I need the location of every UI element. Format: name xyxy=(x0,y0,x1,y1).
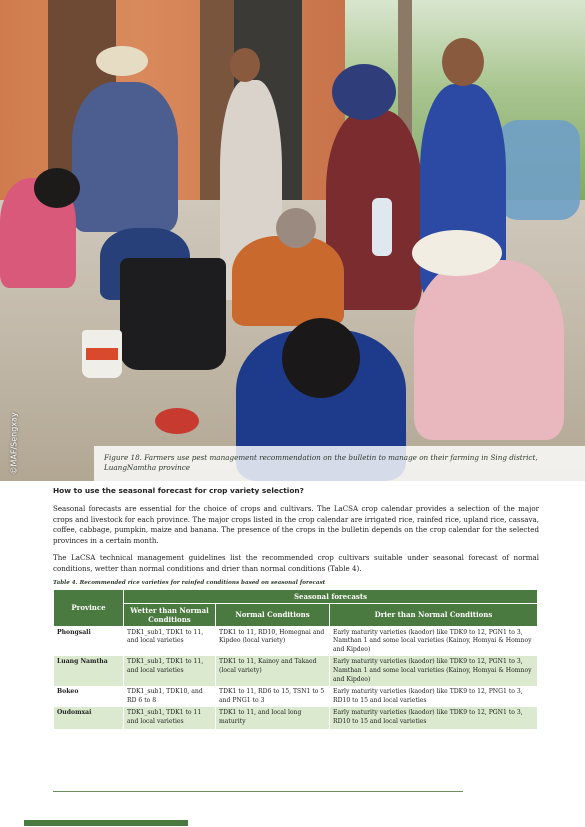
cell-province: Bokeo xyxy=(54,686,124,707)
white-hat xyxy=(412,230,502,276)
paragraph-guidelines: The LaCSA technical management guidelines list the recommended crop cultivars suitable under seasonal forecast of normal conditions, wetter than normal conditions and drier than normal conditions (Table 4). xyxy=(53,553,539,573)
photo-caption-box xyxy=(94,446,585,481)
cell-drier: Early maturity varieties (kaodor) like TDK9 to 12, PGN1 to 3, Namthan 1 and some local varieties (Kainoy, Homyai & Homnoy and Kipdeo) xyxy=(330,656,538,686)
table-caption: Table 4. Recommended rice varieties for rainfed conditions based on seasonal forecast xyxy=(53,579,326,586)
water-bottle xyxy=(372,198,392,256)
paragraph-seasonal-forecasts: Seasonal forecasts are essential for the choice of crops and cultivars. The LaCSA crop calendar provides a selection of the major crops and livestock for each province. The major crops listed in the crop calendar are irrigated rice, rainfed rice, upland rice, cassava, coffee, cabbage, pumpkin, maize and banana. The presence of the crops in the bulletin depends on the crop calendar for the selected provinces in a certain month. xyxy=(53,504,539,545)
head xyxy=(276,208,316,248)
cell-wetter: TDK1_sub1, TDK1 to 11, and local varieties xyxy=(124,656,216,686)
cell-drier: Early maturity varieties (kaodor) like TDK9 to 12, PGN1 to 3, Namthan 1 and some local varieties (Kainoy, Homyai & Homnoy and Kipdeo) xyxy=(330,626,538,656)
head xyxy=(282,318,360,398)
motorbike xyxy=(498,120,580,220)
cell-province: Luang Namtha xyxy=(54,656,124,686)
person-crouching-orange xyxy=(232,236,344,326)
table-row xyxy=(54,626,538,656)
cell-drier: Early maturity varieties (kaodor) like TDK9 to 12, PGN1 to 3, RD10 to 15 and local varieties xyxy=(330,707,538,728)
cell-normal: TDK1 to 11, and local long maturity xyxy=(216,707,330,728)
table-row xyxy=(54,686,538,707)
footer-accent-bar xyxy=(24,820,188,826)
rice-varieties-table xyxy=(53,589,538,729)
photo-caption: Figure 18. Farmers use pest management recommendation on the bulletin to manage on their farming in Sing district, LuangNamtha province xyxy=(104,453,538,472)
cell-normal: TDK1 to 11, Kainoy and Takaed (local variety) xyxy=(216,656,330,686)
header-seasonal-forecasts: Seasonal forecasts xyxy=(124,589,538,603)
head xyxy=(230,48,260,82)
cell-wetter: TDK1_sub1, TDK1 to 11, and local varieties xyxy=(124,626,216,656)
blue-hat xyxy=(332,64,396,120)
red-lid xyxy=(155,408,199,434)
header-province: Province xyxy=(54,589,124,626)
header-wetter: Wetter than Normal Conditions xyxy=(124,603,216,626)
cell-normal: TDK1 to 11, RD6 to 15, TSN1 to 5 and PNG1 to 3 xyxy=(216,686,330,707)
head xyxy=(34,168,80,208)
photo-credit xyxy=(4,360,18,480)
table-row xyxy=(54,656,538,686)
footer-rule xyxy=(53,791,463,792)
header-normal: Normal Conditions xyxy=(216,603,330,626)
cell-wetter: TDK1_sub1, TDK10, and RD 6 to 8 xyxy=(124,686,216,707)
cell-province: Phongsali xyxy=(54,626,124,656)
person-crouching-floral xyxy=(414,260,564,440)
document-content xyxy=(53,486,539,729)
straw-hat xyxy=(96,46,148,76)
section-heading: How to use the seasonal forecast for crop variety selection? xyxy=(53,486,304,495)
cell-drier: Early maturity varieties (kaodor) like TDK9 to 12, PNG1 to 3, RD10 to 15 and local varieties xyxy=(330,686,538,707)
black-bin xyxy=(120,258,226,370)
bucket-label xyxy=(86,348,118,360)
cell-province: Oudomxai xyxy=(54,707,124,728)
table-row xyxy=(54,707,538,728)
head xyxy=(442,38,484,86)
person-standing-checked-shirt xyxy=(72,82,178,232)
photo-credit-text: ©MAF/Sengxay xyxy=(9,412,19,475)
cell-normal: TDK1 to 11, RD10, Homegnai and Kipdeo (local variety) xyxy=(216,626,330,656)
cell-wetter: TDK1_sub1, TDK1 to 11 and local varieties xyxy=(124,707,216,728)
header-drier: Drier than Normal Conditions xyxy=(330,603,538,626)
